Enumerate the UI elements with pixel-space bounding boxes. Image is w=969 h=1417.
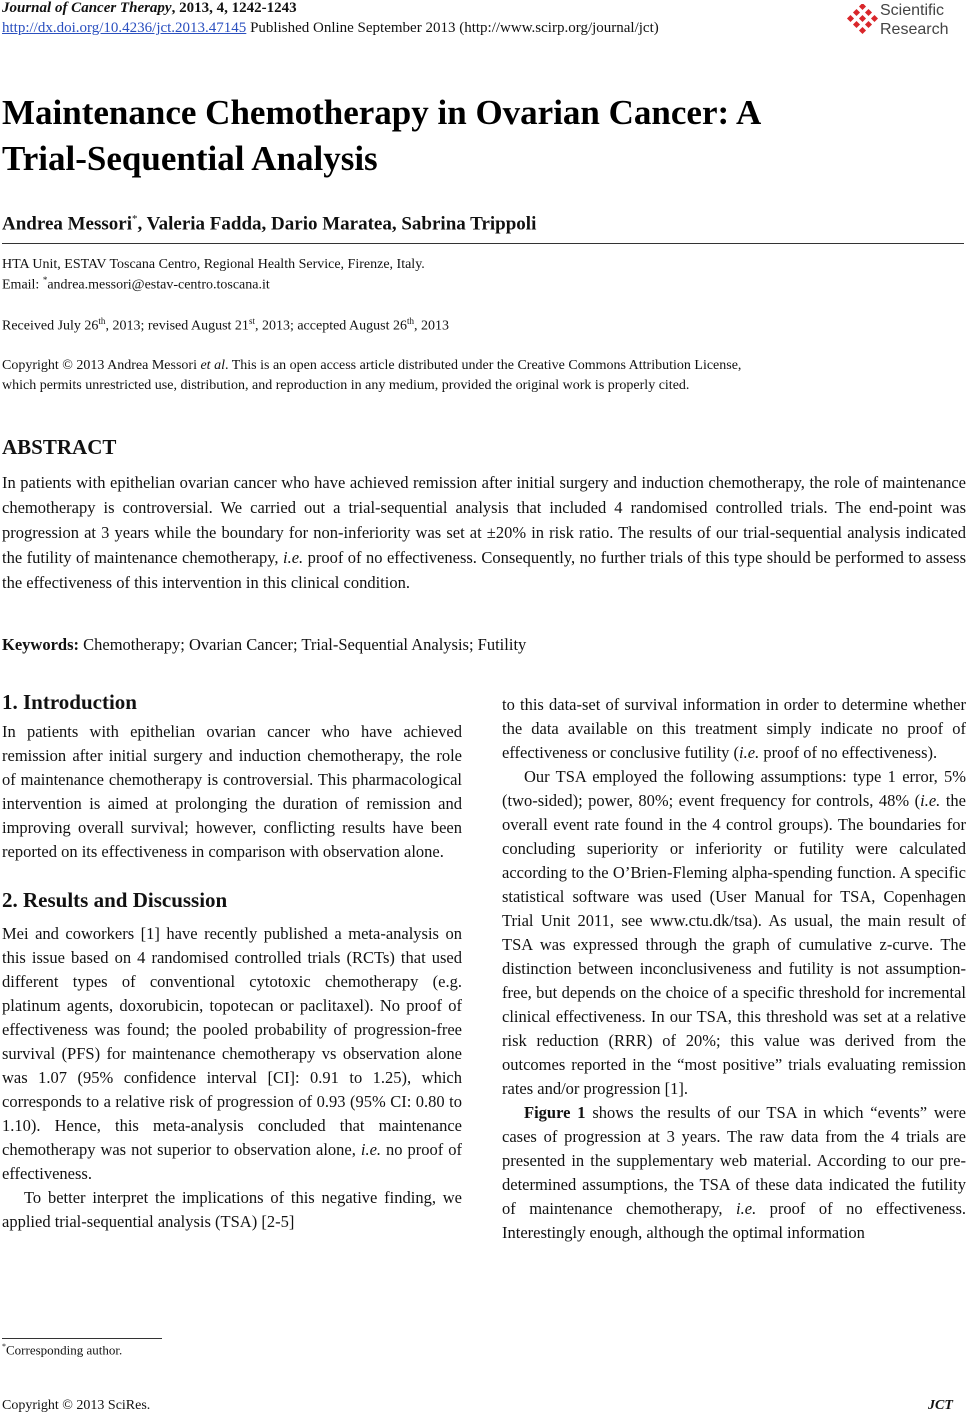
article-title <box>2 90 902 182</box>
results-heading: 2. Results and Discussion <box>2 888 228 912</box>
results-paragraph-2: To better interpret the implications of this negative finding, we applied trial-sequential analysis (TSA) [2-5] <box>2 1188 462 1231</box>
abstract-ie: i.e. <box>282 548 304 567</box>
email-marker: * <box>42 275 48 285</box>
affiliation: HTA Unit, ESTAV Toscana Centro, Regional Health Service, Firenze, Italy. <box>2 257 425 272</box>
col2-p1-text-b: proof of no effectiveness). <box>759 743 938 762</box>
copyright-line-1 <box>2 358 741 374</box>
footnote-divider <box>2 1338 162 1339</box>
col2-paragraph-2 <box>502 765 966 1101</box>
intro-heading: 1. Introduction <box>2 690 137 714</box>
results-p1-ie: i.e. <box>360 1140 382 1159</box>
col2-p3-text-a: shows the results of our TSA in which “events” were cases of progression at 3 years. The raw data from the 4 trials are presented in the supplementary web material. According to our pre-determined assumptions, the TSA of these data indicated the futility of maintenance chemotherapy, <box>502 1103 966 1218</box>
first-author: Andrea Messori <box>2 213 132 235</box>
accepted-sup: th <box>406 316 414 326</box>
copyright-text: Copyright © 2013 Andrea Messori <box>2 358 201 373</box>
journal-name: Journal of Cancer Therapy <box>2 0 172 16</box>
footer-copyright: Copyright © 2013 SciRes. <box>2 1398 151 1413</box>
logo-line-2: Research <box>880 21 949 38</box>
email-address[interactable]: andrea.messori@estav-centro.toscana.it <box>47 277 270 293</box>
keywords-label: Keywords: <box>2 635 79 654</box>
col2-paragraph-3 <box>502 1101 966 1245</box>
abstract-text-b: proof of no effectiveness. Consequently, no further trials of this type should be performed to assess the effectiveness of this intervention in this clinical condition. <box>2 548 967 592</box>
results-p1-text-a: Mei and coworkers [1] have recently published a meta-analysis on this issue based on 4 randomised controlled trials (RCTs) that used different types of conventional cytotoxic chemotherapy (e.g. platinum agents, doxorubicin, topotecan or paclitaxel). No proof of effectiveness was found; the pooled probability of progression-free survival (PFS) for maintenance chemotherapy vs observation alone was 1.07 (95% confidence interval [CI]: 0.91 to 1.25), which corresponds to a relative risk of progression of 0.93 (95% CI: 0.80 to 1.10). Hence, this meta-analysis concluded that maintenance chemotherapy was not superior to observation alone, <box>2 924 462 1159</box>
email-label: Email: <box>2 277 43 293</box>
published-text: Published Online September 2013 (http://www.scirp.org/journal/jct) <box>246 20 659 36</box>
copyright-etal: et al <box>200 358 225 373</box>
copyright-license: . This is an open access article distributed under the Creative Commons Attribution License, <box>224 358 742 373</box>
col2-p3-ie: i.e. <box>736 1199 757 1218</box>
author-list <box>2 213 536 235</box>
doi-link[interactable]: http://dx.doi.org/10.4236/jct.2013.47145 <box>2 20 247 36</box>
corresponding-marker: * <box>132 213 138 225</box>
col2-p1-text-a: to this data-set of survival information in order to determine whether the data available on this treatment simply indicate no proof of effectiveness or conclusive futility ( <box>502 695 966 762</box>
results-p1-text-b: no proof of effectiveness. <box>2 1140 462 1183</box>
col2-p3-text-b: proof of no effectiveness. Interestingly enough, although the optimal information <box>502 1199 966 1242</box>
received-text: Received July 26 <box>2 318 99 334</box>
copyright-line-2: which permits unrestricted use, distribution, and reproduction in any medium, provided the original work is properly cited. <box>2 378 690 393</box>
left-column <box>2 690 462 1234</box>
col2-p2-text-b: the overall event rate found in the 4 control groups). The boundaries for concluding superiority or inferiority or futility were calculated according to the O’Brien-Fleming alpha-spending function. A specific statistical software was used (User Manual for TSA, Copenhagen Trial Unit 2011, see www.ctu.dk/tsa). As usual, the main result of TSA was expressed through the graph of cumulative z-curve. The distinction between inconclusiveness and futility is not assumption-free, but depends on the choice of a specific threshold for incremental clinical effectiveness. In our TSA, this threshold was set at a relative risk reduction (RRR) of 20%; this value was derived from the outcomes reported in the “most positive” trials evaluating remission rates and/or progression [1]. <box>502 791 966 1098</box>
title-line-1: Maintenance Chemotherapy in Ovarian Cancer: A <box>2 93 762 132</box>
logo-line-1: Scientific <box>880 2 945 19</box>
figure-1-ref[interactable]: Figure 1 <box>524 1103 586 1122</box>
col2-p2-ie: i.e. <box>920 791 941 810</box>
other-authors: , Valeria Fadda, Dario Maratea, Sabrina Trippoli <box>137 213 537 235</box>
scientific-research-logo <box>846 2 968 42</box>
abstract-text-a: In patients with epithelian ovarian cancer who have achieved remission after initial surgery and induction chemotherapy, the role of maintenance chemotherapy is controversial. We carried out a trial-sequential analysis that included 4 randomised controlled trials. The end-point was progression at 3 years while the boundary for non-inferiority was set at ±20% in risk ratio. The results of our trial-sequential analysis indicated the futility of maintenance chemotherapy, <box>2 473 966 567</box>
logo-text <box>880 1 948 39</box>
col2-p2-text-a: Our TSA employed the following assumptions: type 1 error, 5% (two-sided); power, 80%; event frequency for controls, 48% ( <box>502 767 966 810</box>
received-dates <box>2 316 449 335</box>
year-text: , 2013 <box>414 318 449 334</box>
footnote <box>2 1342 122 1358</box>
revised-text: , 2013; revised August 21 <box>105 318 249 334</box>
right-column <box>502 693 966 1245</box>
footnote-text: Corresponding author. <box>6 1342 123 1358</box>
intro-paragraph: In patients with epithelian ovarian cancer who have achieved remission after initial surgery and induction chemotherapy, the role of maintenance chemotherapy is controversial. This pharmacological intervention is aimed at prolonging the duration of remission and improving overall survival; however, conflicting results have been reported on its effectiveness in comparison with observation alone. <box>2 722 462 861</box>
abstract-body <box>2 470 966 595</box>
title-divider <box>2 243 964 244</box>
results-paragraph-1 <box>2 922 462 1186</box>
revised-sup: st <box>248 316 255 326</box>
accepted-text: , 2013; accepted August 26 <box>254 318 407 334</box>
keywords-text: Chemotherapy; Ovarian Cancer; Trial-Sequential Analysis; Futility <box>79 635 527 654</box>
keywords <box>2 635 526 655</box>
received-sup: th <box>98 316 106 326</box>
abstract-heading: ABSTRACT <box>2 435 117 459</box>
doi-line <box>2 20 659 37</box>
footer-journal: JCT <box>928 1398 953 1413</box>
col2-p1-ie: i.e. <box>739 743 760 762</box>
footnote-marker: * <box>2 1342 6 1351</box>
col2-paragraph-1 <box>502 693 966 765</box>
email-line <box>2 275 270 294</box>
journal-issue: , 2013, 4, 1242-1243 <box>171 0 297 16</box>
journal-header <box>2 0 297 17</box>
logo-mark-icon <box>846 4 878 38</box>
title-line-2: Trial-Sequential Analysis <box>2 139 378 178</box>
